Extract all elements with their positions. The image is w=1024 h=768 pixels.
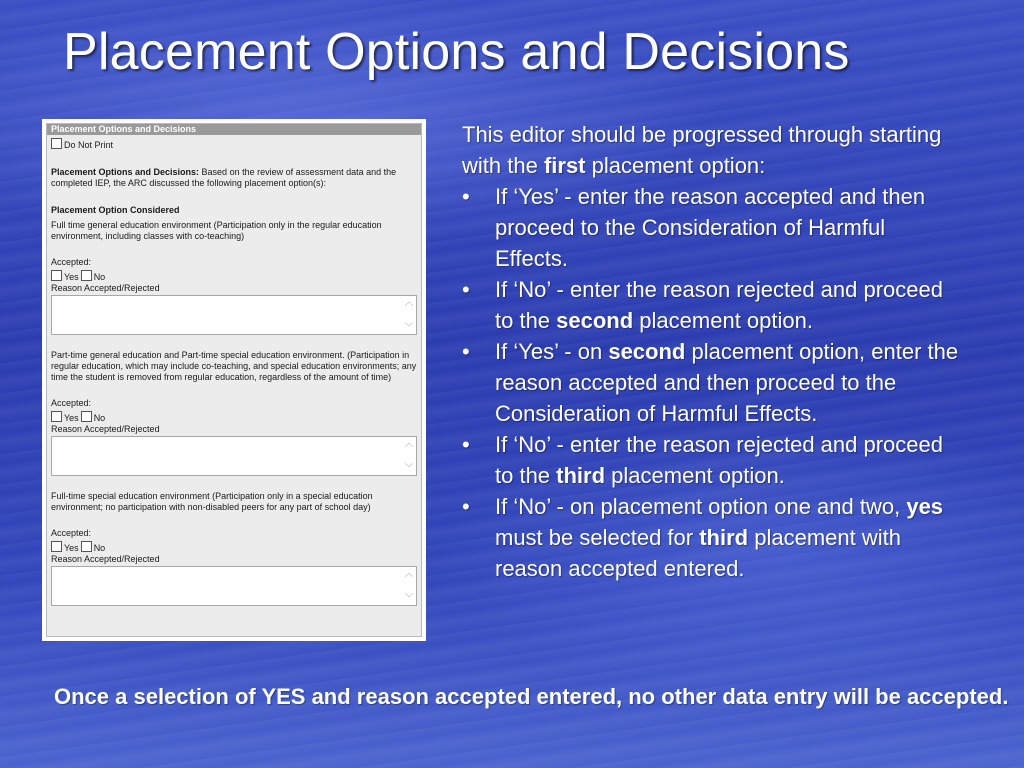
bullet-text: If ‘No’ - enter the reason rejected and proceed to the [495, 277, 944, 333]
bullet-icon: • [462, 339, 470, 364]
option-1-reason-textarea[interactable] [51, 295, 417, 335]
form-intro-text: Based on the review of assessment data and the completed IEP, the ARC discussed the following placement option(s): [51, 167, 397, 188]
bullet-bold: third [556, 463, 606, 488]
option-1-yes-checkbox[interactable] [51, 270, 62, 281]
scroll-up-icon[interactable]: ︿ [404, 568, 414, 578]
option-2-accepted-label: Accepted: [51, 398, 92, 408]
option-3-description: Full-time special education environment (Participation only in a special education environment; no participation with non-disabled peers for any part of school day) [51, 491, 373, 512]
form-intro-bold: Placement Options and Decisions: [51, 167, 200, 177]
scroll-up-icon[interactable]: ︿ [404, 297, 414, 307]
option-1-no-checkbox[interactable] [81, 270, 92, 281]
bullet-icon: • [462, 494, 470, 519]
scroll-down-icon[interactable]: ﹀ [404, 593, 414, 603]
bullet-icon: • [462, 277, 470, 302]
option-2-no-checkbox[interactable] [81, 411, 92, 422]
bullet-bold: yes [906, 494, 944, 519]
list-item [462, 336, 962, 429]
option-3-reason-textarea[interactable] [51, 566, 417, 606]
instructions-list [462, 181, 962, 584]
option-1-yes-no [47, 270, 421, 283]
form-header: Placement Options and Decisions [47, 124, 421, 135]
intro-pre: This editor should be progressed through starting with the [462, 122, 942, 178]
list-item [462, 491, 962, 584]
scroll-down-icon[interactable]: ﹀ [404, 322, 414, 332]
option-2-yes-no [47, 411, 421, 424]
bullet-bold: third [699, 525, 749, 550]
option-3-no-checkbox[interactable] [81, 541, 92, 552]
option-3-accepted-label: Accepted: [51, 528, 92, 538]
option-3-yes-checkbox[interactable] [51, 541, 62, 552]
intro-post: placement option: [585, 153, 766, 178]
option-3-yes-no [47, 541, 421, 554]
option-1-reason-label: Reason Accepted/Rejected [51, 283, 160, 293]
list-item [462, 429, 962, 491]
scroll-down-icon[interactable]: ﹀ [404, 463, 414, 473]
option-2-reason-textarea[interactable] [51, 436, 417, 476]
option-1-no-label: No [93, 272, 106, 282]
option-2-no-label: No [93, 413, 106, 423]
option-3-reason-label: Reason Accepted/Rejected [51, 554, 160, 564]
considered-heading: Placement Option Considered [51, 205, 180, 215]
intro-bold: first [543, 153, 586, 178]
instructions-intro [462, 119, 962, 181]
bullet-text: placement with reason accepted entered. [495, 525, 901, 581]
option-1-accepted-label: Accepted: [51, 257, 92, 267]
bullet-icon: • [462, 432, 470, 457]
option-2-reason-label: Reason Accepted/Rejected [51, 424, 160, 434]
option-1-scrollbar[interactable] [404, 298, 414, 332]
option-2-yes-label: Yes [64, 413, 79, 423]
do-not-print-label: Do Not Print [64, 140, 114, 150]
bullet-bold: second [556, 308, 634, 333]
option-3-no-label: No [93, 543, 106, 553]
bullet-text: If ‘Yes’ - on [495, 339, 609, 364]
bullet-text: If ‘Yes’ - enter the reason accepted and then proceed to the Consideration of Harmful Effects. [495, 184, 926, 271]
bullet-text: placement option, enter the reason accepted and then proceed to the Consideration of Harmful Effects. [495, 339, 959, 426]
footer-note: Once a selection of YES and reason accepted entered, no other data entry will be accepted. [54, 684, 1009, 709]
bullet-text: If ‘No’ - enter the reason rejected and proceed to the [495, 432, 944, 488]
placement-form [46, 123, 422, 637]
option-3-scrollbar[interactable] [404, 569, 414, 603]
bullet-text: must be selected for [495, 525, 700, 550]
do-not-print-checkbox[interactable] [51, 138, 62, 149]
bullet-text: placement option. [605, 463, 785, 488]
list-item [462, 274, 962, 336]
bullet-icon: • [462, 184, 470, 209]
instructions [462, 119, 962, 584]
list-item [462, 181, 962, 274]
bullet-text: placement option. [633, 308, 813, 333]
bullet-bold: second [608, 339, 686, 364]
option-2-description: Part-time general education and Part-time special education environment. (Participation in regular education, which may include co-teaching, and special education environments; any time the student is removed from regular education, regardless of the amount of time) [51, 350, 417, 382]
option-2-yes-checkbox[interactable] [51, 411, 62, 422]
option-1-description: Full time general education environment (Participation only in the regular education environment, including classes with co-teaching) [51, 220, 382, 241]
do-not-print-row [47, 138, 421, 151]
slide-title: Placement Options and Decisions [63, 23, 850, 81]
placement-form-screenshot [42, 119, 426, 641]
option-3-yes-label: Yes [64, 543, 79, 553]
bullet-text: If ‘No’ - on placement option one and two, [495, 494, 907, 519]
scroll-up-icon[interactable]: ︿ [404, 438, 414, 448]
option-1-yes-label: Yes [64, 272, 79, 282]
option-2-scrollbar[interactable] [404, 439, 414, 473]
form-intro [47, 167, 421, 189]
